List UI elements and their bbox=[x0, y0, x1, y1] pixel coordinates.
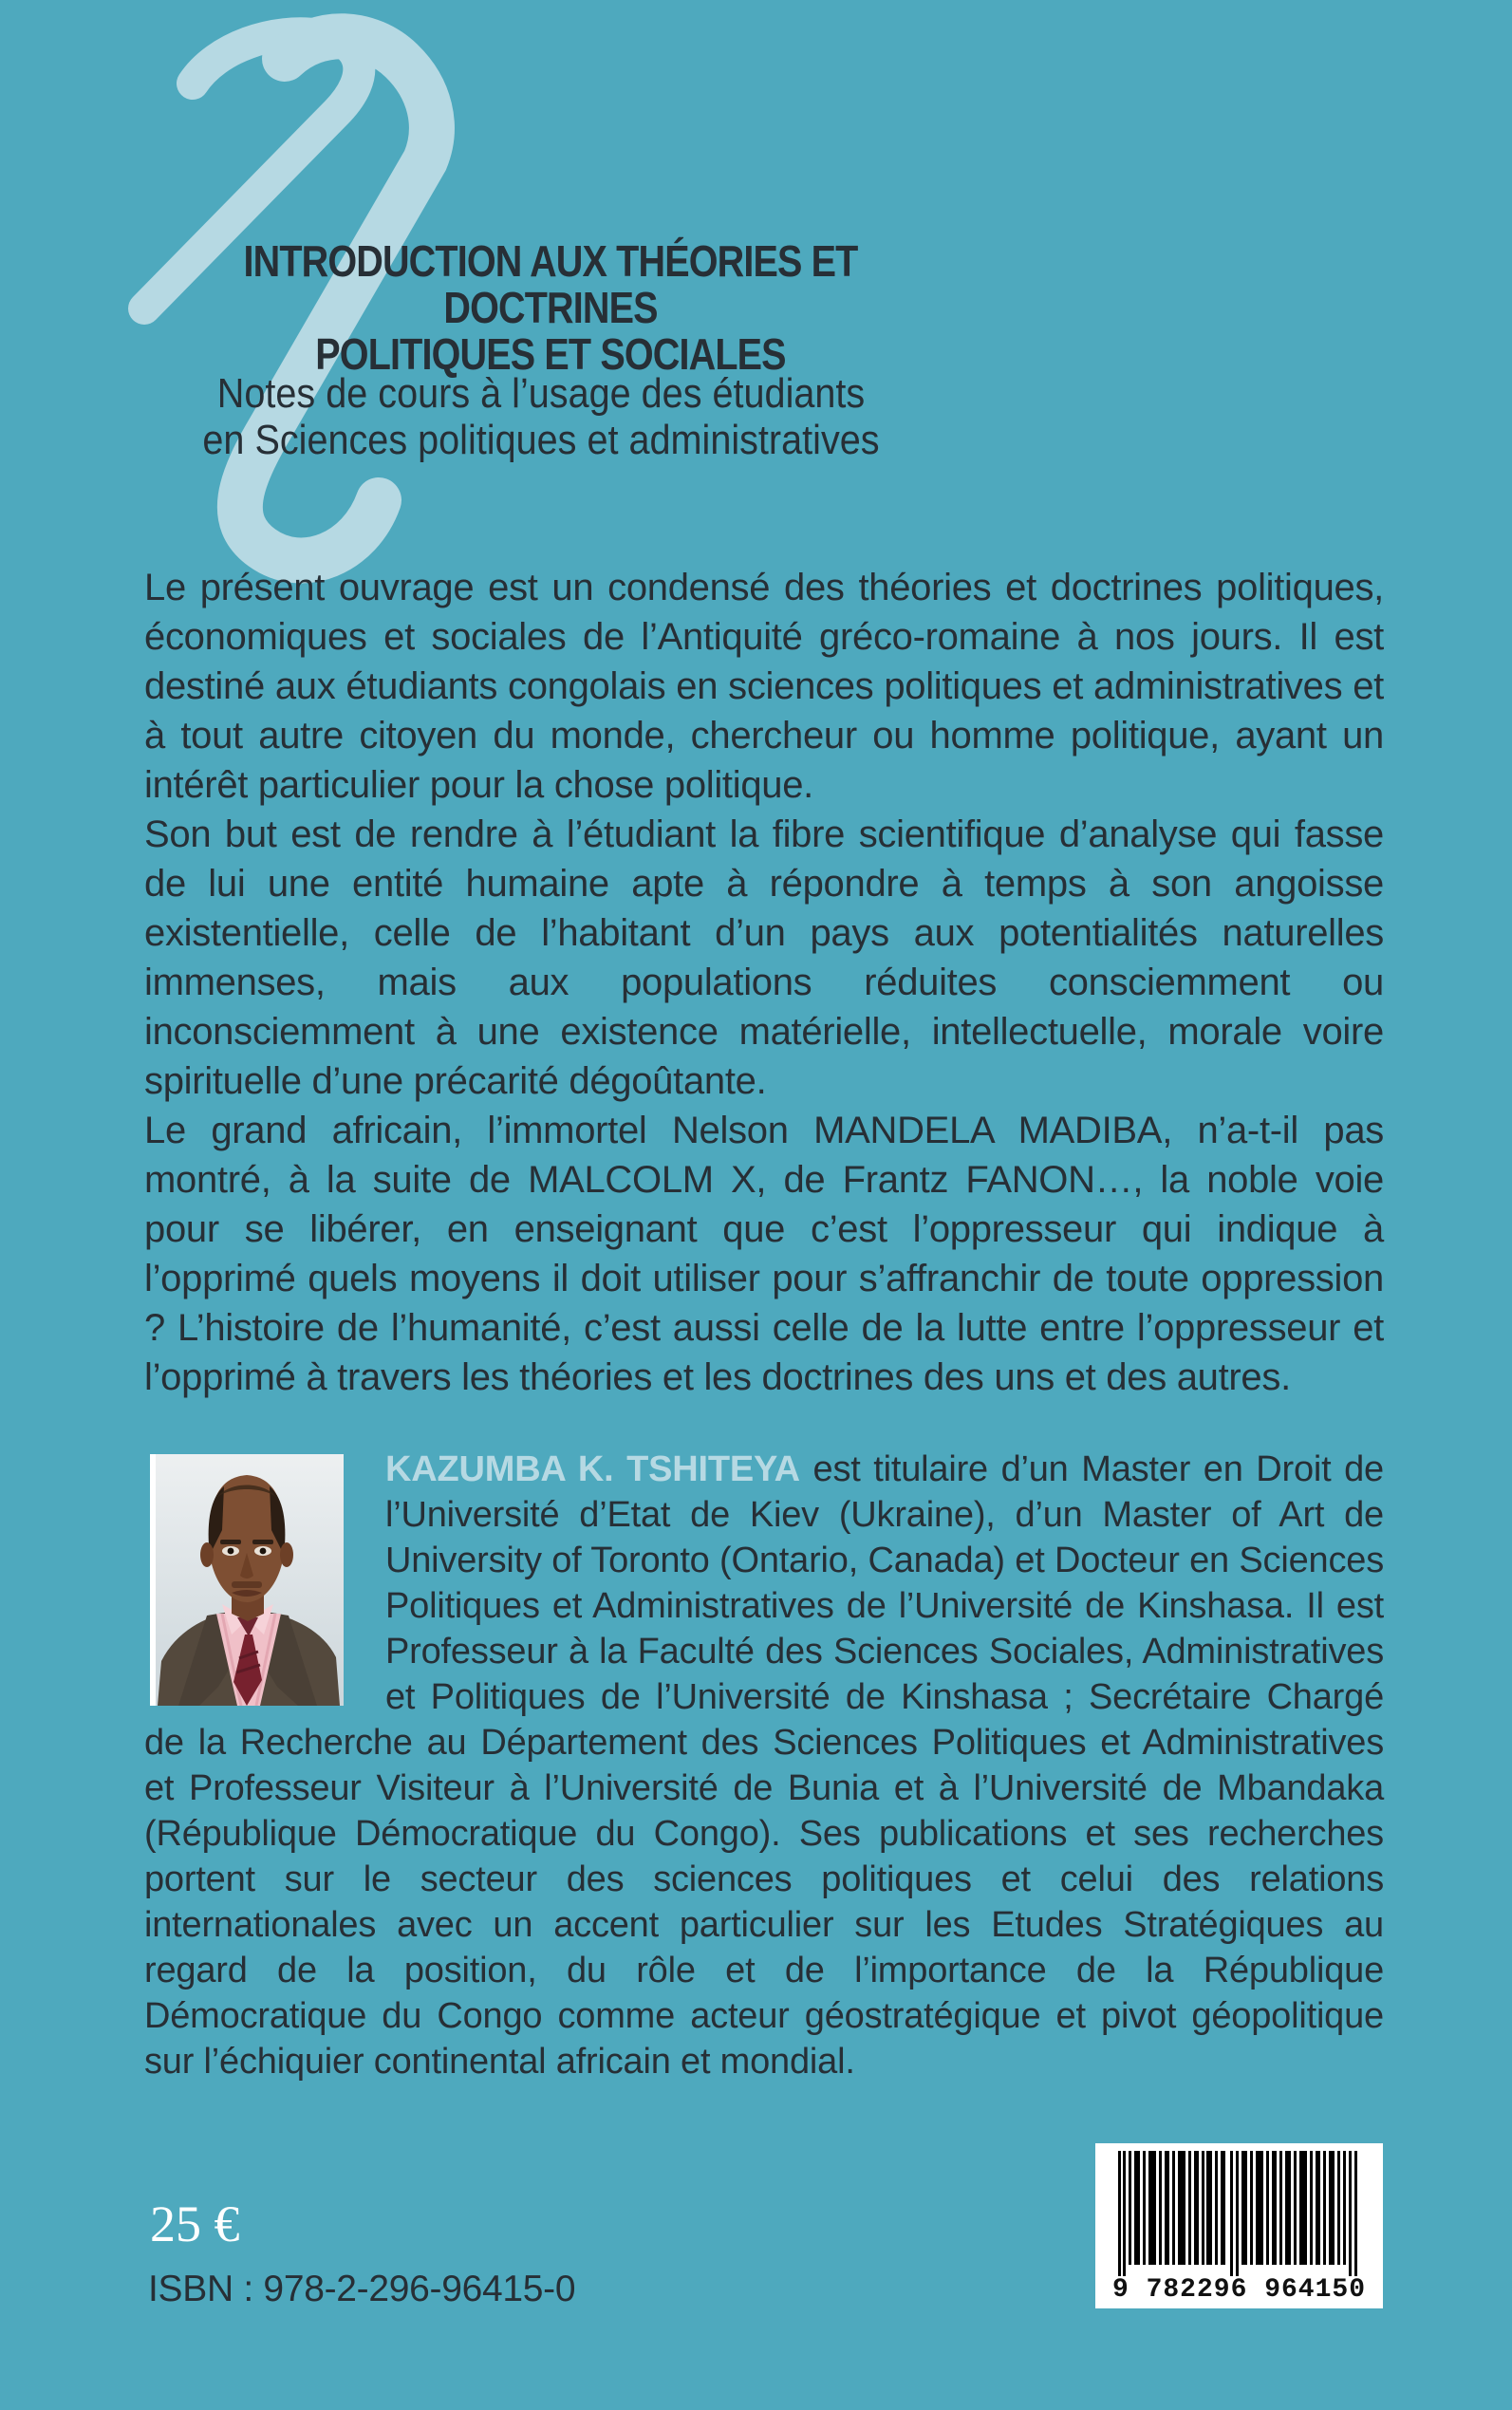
synopsis-paragraph: Le présent ouvrage est un condensé des théories et doctrines politiques, économiques et sociales de l’Antiquité gréco-romaine à nos jours. Il est destiné aux étudiants congolais en sciences politiques et administratives et à tout autre citoyen du monde, chercheur ou homme politique, ayant un intérêt particulier pour la chose politique. bbox=[144, 567, 1384, 806]
author-bio-rest: est titulaire d’un Master en Droit de l’Université d’Etat de Kiev (Ukraine), d’un Master of Art de University of Toronto (Ontario, Canada) et Docteur en Sciences Politiques et Administratives de l’Université de Kinshasa. Il est Professeur à la Faculté des Sciences Sociales, Administratives et Politiques de l’Université de Kinshasa ; Secrétaire Chargé de la Recherche au Département des Sciences Politiques et Administratives et Professeur Visiteur à l’Université de Bunia et à l’Université de Mbandaka (République Démocratique du Congo). Ses publications et ses recherches portent sur le secteur des sciences politiques et celui des relations internationales avec un accent particulier sur les Etudes Stratégiques au regard de la position, du rôle et de l’importance de la République Démocratique du Congo comme acteur géostratégique et pivot géopolitique sur l’échiquier continental africain et mondial. bbox=[144, 1449, 1384, 2082]
author-portrait-illustration bbox=[150, 1454, 344, 1706]
book-subtitle bbox=[123, 370, 959, 463]
synopsis-paragraph: Le grand africain, l’immortel Nelson MANDELA MADIBA, n’a-t-il pas montré, à la suite de MALCOLM X, de Frantz FANON…, la noble voie pour se libérer, en enseignant que c’est l’oppresseur qui indique à l’opprimé quels moyens il doit utiliser pour s’affranchir de toute oppression ? L’histoire de l’humanité, c’est aussi celle de la lutte entre l’oppresseur et l’opprimé à travers les théories et les doctrines des uns et des autres. bbox=[144, 1110, 1384, 1398]
synopsis-paragraph: Son but est de rendre à l’étudiant la fibre scientifique d’analyse qui fasse de lui une entité humaine apte à répondre à temps à son angoisse existentielle, celle de l’habitant d’un pays aux potentialités naturelles immenses, mais aux populations réduites consciemment ou inconsciemment à une existence matérielle, intellectuelle, morale voire spirituelle d’une précarité dégoûtante. bbox=[144, 813, 1384, 1102]
book-subtitle-line2: en Sciences politiques et administratives bbox=[202, 417, 880, 463]
isbn-label: ISBN : 978-2-296-96415-0 bbox=[148, 2269, 576, 2309]
barcode-bars-icon bbox=[1118, 2151, 1360, 2276]
synopsis bbox=[144, 563, 1384, 1402]
book-title-line1: INTRODUCTION AUX THÉORIES ET DOCTRINES bbox=[243, 236, 858, 332]
book-title-line2: POLITIQUES ET SOCIALES bbox=[315, 329, 786, 379]
barcode bbox=[1095, 2143, 1383, 2308]
author-portrait-photo bbox=[150, 1454, 344, 1706]
author-name: KAZUMBA K. TSHITEYA bbox=[385, 1449, 800, 1489]
barcode-digits: 9 782296 964150 bbox=[1111, 2275, 1367, 2305]
price-label: 25 € bbox=[150, 2195, 240, 2252]
author-bio-section bbox=[144, 1447, 1384, 2084]
book-title bbox=[133, 238, 968, 378]
book-subtitle-line1: Notes de cours à l’usage des étudiants bbox=[216, 370, 866, 417]
